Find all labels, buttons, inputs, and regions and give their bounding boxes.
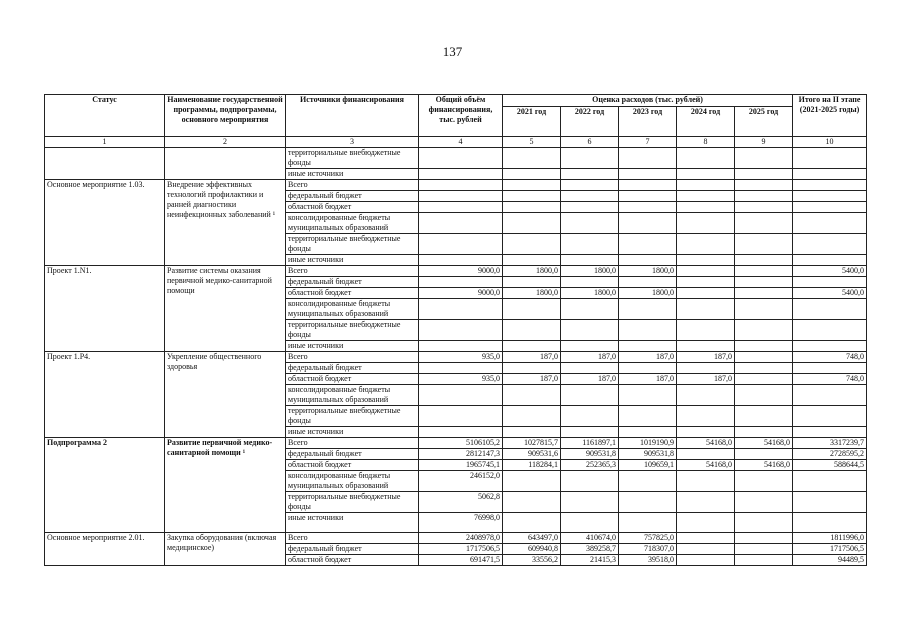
table-row	[45, 533, 867, 544]
row-value: 1811996,0	[793, 533, 867, 544]
column-number: 1	[45, 137, 165, 148]
row-value: 5106105,2	[419, 438, 503, 449]
row-value	[503, 169, 561, 180]
row-funding-source: федеральный бюджет	[286, 277, 419, 288]
row-value	[793, 180, 867, 191]
row-value	[619, 341, 677, 352]
row-value	[793, 234, 867, 255]
row-value: 187,0	[619, 352, 677, 363]
row-value: 748,0	[793, 374, 867, 385]
row-funding-source: областной бюджет	[286, 555, 419, 566]
budget-table	[44, 94, 867, 566]
row-value	[419, 180, 503, 191]
row-value	[793, 255, 867, 266]
row-program-name: Закупка оборудования (включая медицинское)	[165, 533, 286, 566]
row-value	[677, 406, 735, 427]
row-value	[735, 234, 793, 255]
table-row	[45, 148, 867, 169]
row-value: 718307,0	[619, 544, 677, 555]
row-value	[793, 148, 867, 169]
row-status	[45, 148, 165, 180]
row-funding-source: территориальные внебюджетные фонды	[286, 406, 419, 427]
row-program-name: Развитие первичной медико-санитарной помощи ¹	[165, 438, 286, 533]
row-value	[503, 180, 561, 191]
row-funding-source: Всего	[286, 533, 419, 544]
row-value	[419, 320, 503, 341]
column-number: 4	[419, 137, 503, 148]
row-funding-source: Всего	[286, 180, 419, 191]
row-value: 5400,0	[793, 288, 867, 299]
row-value	[677, 363, 735, 374]
row-value: 9000,0	[419, 288, 503, 299]
row-value	[793, 320, 867, 341]
row-funding-source: иные источники	[286, 513, 419, 533]
row-funding-source: Всего	[286, 352, 419, 363]
row-value: 1965745,1	[419, 460, 503, 471]
row-value	[735, 180, 793, 191]
row-funding-source: иные источники	[286, 255, 419, 266]
row-value	[735, 266, 793, 277]
row-value	[619, 385, 677, 406]
column-number: 8	[677, 137, 735, 148]
row-value	[735, 449, 793, 460]
row-value	[419, 385, 503, 406]
row-value	[619, 148, 677, 169]
row-value	[503, 299, 561, 320]
row-value	[677, 299, 735, 320]
header-2022: 2022 год	[561, 107, 619, 137]
row-value	[735, 363, 793, 374]
row-value: 76998,0	[419, 513, 503, 533]
row-status: Подпрограмма 2	[45, 438, 165, 533]
row-value	[793, 492, 867, 513]
table-row	[45, 352, 867, 363]
row-value	[793, 169, 867, 180]
row-funding-source: Всего	[286, 438, 419, 449]
row-value	[561, 277, 619, 288]
row-value	[419, 202, 503, 213]
row-value: 2812147,3	[419, 449, 503, 460]
row-value	[735, 352, 793, 363]
row-value: 588644,5	[793, 460, 867, 471]
row-value: 187,0	[561, 352, 619, 363]
row-value: 2728595,2	[793, 449, 867, 460]
row-value	[503, 255, 561, 266]
row-value: 1800,0	[561, 266, 619, 277]
row-value: 54168,0	[735, 438, 793, 449]
row-value	[619, 513, 677, 533]
row-value	[677, 513, 735, 533]
table-row	[45, 438, 867, 449]
row-value: 9000,0	[419, 266, 503, 277]
row-value	[793, 202, 867, 213]
row-value: 187,0	[561, 374, 619, 385]
row-value	[419, 191, 503, 202]
row-value	[735, 148, 793, 169]
row-value	[561, 148, 619, 169]
row-value	[503, 363, 561, 374]
row-value	[793, 471, 867, 492]
header-source: Источники финансирования	[286, 95, 419, 137]
row-funding-source: федеральный бюджет	[286, 544, 419, 555]
row-funding-source: консолидированные бюджеты муниципальных образований	[286, 385, 419, 406]
row-value	[735, 213, 793, 234]
row-value	[677, 169, 735, 180]
row-value: 3317239,7	[793, 438, 867, 449]
header-stage-total: Итого на II этапе (2021-2025 годы)	[793, 95, 867, 137]
row-value	[503, 148, 561, 169]
row-value: 1027815,7	[503, 438, 561, 449]
column-number-row	[45, 137, 867, 148]
row-value	[561, 320, 619, 341]
row-value	[735, 320, 793, 341]
row-value	[503, 471, 561, 492]
header-estimate: Оценка расходов (тыс. рублей)	[503, 95, 793, 107]
row-value	[503, 277, 561, 288]
row-funding-source: областной бюджет	[286, 202, 419, 213]
row-value	[419, 406, 503, 427]
row-value: 187,0	[619, 374, 677, 385]
column-number: 10	[793, 137, 867, 148]
row-value: 609940,8	[503, 544, 561, 555]
row-value: 21415,3	[561, 555, 619, 566]
row-value	[619, 234, 677, 255]
row-value	[419, 341, 503, 352]
row-value	[735, 555, 793, 566]
row-value	[561, 406, 619, 427]
row-funding-source: консолидированные бюджеты муниципальных образований	[286, 299, 419, 320]
table-row	[45, 266, 867, 277]
row-value	[561, 202, 619, 213]
row-value: 5400,0	[793, 266, 867, 277]
row-value: 909531,8	[561, 449, 619, 460]
header-2021: 2021 год	[503, 107, 561, 137]
row-value	[561, 513, 619, 533]
row-status: Основное мероприятие 2.01.	[45, 533, 165, 566]
row-value: 54168,0	[735, 460, 793, 471]
row-funding-source: территориальные внебюджетные фонды	[286, 320, 419, 341]
row-value	[619, 471, 677, 492]
row-value: 748,0	[793, 352, 867, 363]
row-value	[735, 471, 793, 492]
row-value: 2408978,0	[419, 533, 503, 544]
row-value	[503, 406, 561, 427]
row-value	[503, 513, 561, 533]
row-status: Проект 1.Р4.	[45, 352, 165, 438]
row-value: 1800,0	[619, 288, 677, 299]
row-value	[677, 555, 735, 566]
row-value: 909531,6	[503, 449, 561, 460]
row-value	[677, 255, 735, 266]
row-value	[793, 191, 867, 202]
row-funding-source: иные источники	[286, 341, 419, 352]
row-value: 935,0	[419, 352, 503, 363]
row-program-name: Укрепление общественного здоровья	[165, 352, 286, 438]
row-value	[735, 288, 793, 299]
row-value: 1800,0	[619, 266, 677, 277]
row-value	[677, 471, 735, 492]
row-value	[561, 341, 619, 352]
row-value	[619, 202, 677, 213]
row-value	[503, 213, 561, 234]
row-value	[677, 449, 735, 460]
row-value	[735, 277, 793, 288]
row-value	[677, 385, 735, 406]
row-value	[793, 513, 867, 533]
row-value: 1800,0	[561, 288, 619, 299]
row-value	[677, 492, 735, 513]
row-value: 643497,0	[503, 533, 561, 544]
row-value	[793, 213, 867, 234]
row-value	[561, 363, 619, 374]
row-value: 54168,0	[677, 438, 735, 449]
row-value	[793, 406, 867, 427]
row-value: 252365,3	[561, 460, 619, 471]
row-value	[619, 363, 677, 374]
row-funding-source: территориальные внебюджетные фонды	[286, 234, 419, 255]
row-value	[619, 180, 677, 191]
row-value	[619, 169, 677, 180]
row-program-name: Внедрение эффективных технологий профилактики и ранней диагностики неинфекционных заболеваний ¹	[165, 180, 286, 266]
row-value	[677, 213, 735, 234]
row-value	[677, 180, 735, 191]
column-number: 3	[286, 137, 419, 148]
column-number: 7	[619, 137, 677, 148]
row-program-name: Развитие системы оказания первичной медико-санитарной помощи	[165, 266, 286, 352]
column-number: 9	[735, 137, 793, 148]
row-value	[677, 288, 735, 299]
row-value	[735, 513, 793, 533]
row-value	[677, 427, 735, 438]
row-value	[503, 202, 561, 213]
row-value	[503, 341, 561, 352]
row-value: 246152,0	[419, 471, 503, 492]
row-program-name	[165, 148, 286, 180]
row-funding-source: Всего	[286, 266, 419, 277]
row-funding-source: иные источники	[286, 169, 419, 180]
row-value	[677, 266, 735, 277]
row-value	[677, 341, 735, 352]
row-value	[561, 299, 619, 320]
row-value	[561, 255, 619, 266]
row-value	[793, 385, 867, 406]
row-value: 1161897,1	[561, 438, 619, 449]
row-value: 1717506,5	[419, 544, 503, 555]
row-value: 1019190,9	[619, 438, 677, 449]
row-value	[419, 255, 503, 266]
row-value	[561, 385, 619, 406]
row-value	[735, 255, 793, 266]
row-value	[503, 234, 561, 255]
row-value	[419, 427, 503, 438]
row-value: 187,0	[677, 352, 735, 363]
row-value	[419, 169, 503, 180]
row-value: 109659,1	[619, 460, 677, 471]
row-value	[419, 148, 503, 169]
row-value	[561, 234, 619, 255]
row-funding-source: областной бюджет	[286, 374, 419, 385]
row-funding-source: федеральный бюджет	[286, 191, 419, 202]
row-funding-source: федеральный бюджет	[286, 449, 419, 460]
row-value	[619, 427, 677, 438]
row-value: 691471,5	[419, 555, 503, 566]
row-value	[677, 277, 735, 288]
row-value	[735, 544, 793, 555]
row-value	[619, 191, 677, 202]
row-value	[677, 234, 735, 255]
row-value	[419, 299, 503, 320]
row-value	[503, 385, 561, 406]
page-number: 137	[442, 44, 463, 59]
header-2023: 2023 год	[619, 107, 677, 137]
row-value	[503, 320, 561, 341]
header-total: Общий объём финансирования, тыс. рублей	[419, 95, 503, 137]
header-2025: 2025 год	[735, 107, 793, 137]
row-value: 935,0	[419, 374, 503, 385]
row-value	[735, 341, 793, 352]
column-number: 6	[561, 137, 619, 148]
row-value	[677, 533, 735, 544]
row-value	[503, 492, 561, 513]
column-number: 5	[503, 137, 561, 148]
row-funding-source: консолидированные бюджеты муниципальных образований	[286, 213, 419, 234]
row-value: 187,0	[677, 374, 735, 385]
row-value	[561, 427, 619, 438]
row-value	[561, 191, 619, 202]
row-value: 118284,1	[503, 460, 561, 471]
row-value	[735, 169, 793, 180]
row-value	[619, 255, 677, 266]
row-funding-source: федеральный бюджет	[286, 363, 419, 374]
row-value	[503, 191, 561, 202]
row-value: 39518,0	[619, 555, 677, 566]
row-value	[735, 427, 793, 438]
row-value: 909531,8	[619, 449, 677, 460]
row-value	[619, 277, 677, 288]
row-value	[619, 299, 677, 320]
row-value	[419, 363, 503, 374]
row-funding-source: областной бюджет	[286, 460, 419, 471]
row-funding-source: территориальные внебюджетные фонды	[286, 492, 419, 513]
row-value	[619, 320, 677, 341]
row-value	[793, 341, 867, 352]
row-value	[419, 277, 503, 288]
row-value	[793, 427, 867, 438]
row-value: 1800,0	[503, 288, 561, 299]
row-value	[677, 148, 735, 169]
row-value	[793, 363, 867, 374]
row-value: 410674,0	[561, 533, 619, 544]
row-value	[561, 471, 619, 492]
row-value	[419, 234, 503, 255]
row-funding-source: областной бюджет	[286, 288, 419, 299]
row-value	[677, 191, 735, 202]
row-value: 1800,0	[503, 266, 561, 277]
row-value	[677, 544, 735, 555]
row-value: 757825,0	[619, 533, 677, 544]
row-value	[735, 202, 793, 213]
row-value	[619, 213, 677, 234]
header-name: Наименование государственной программы, подпрограммы, основного мероприятия	[165, 95, 286, 137]
row-value	[419, 213, 503, 234]
row-value	[619, 406, 677, 427]
row-value: 187,0	[503, 374, 561, 385]
row-value	[735, 374, 793, 385]
row-value	[561, 492, 619, 513]
row-value	[677, 202, 735, 213]
row-value	[735, 191, 793, 202]
row-value	[735, 385, 793, 406]
table-body	[45, 148, 867, 566]
row-status: Проект 1.N1.	[45, 266, 165, 352]
row-value	[561, 169, 619, 180]
row-funding-source: иные источники	[286, 427, 419, 438]
row-funding-source: территориальные внебюджетные фонды	[286, 148, 419, 169]
row-funding-source: консолидированные бюджеты муниципальных образований	[286, 471, 419, 492]
row-value	[677, 320, 735, 341]
row-value	[503, 427, 561, 438]
row-value: 1717506,5	[793, 544, 867, 555]
row-value	[793, 299, 867, 320]
row-value	[619, 492, 677, 513]
header-status: Статус	[45, 95, 165, 137]
header-2024: 2024 год	[677, 107, 735, 137]
row-value	[561, 180, 619, 191]
table-row	[45, 180, 867, 191]
row-value: 54168,0	[677, 460, 735, 471]
row-value: 187,0	[503, 352, 561, 363]
row-value	[735, 406, 793, 427]
row-value	[793, 277, 867, 288]
row-value	[561, 213, 619, 234]
row-value	[735, 492, 793, 513]
row-value	[735, 299, 793, 320]
row-value: 33556,2	[503, 555, 561, 566]
row-value: 389258,7	[561, 544, 619, 555]
column-number: 2	[165, 137, 286, 148]
row-value	[735, 533, 793, 544]
row-value: 94489,5	[793, 555, 867, 566]
row-status: Основное мероприятие 1.03.	[45, 180, 165, 266]
row-value: 5062,8	[419, 492, 503, 513]
